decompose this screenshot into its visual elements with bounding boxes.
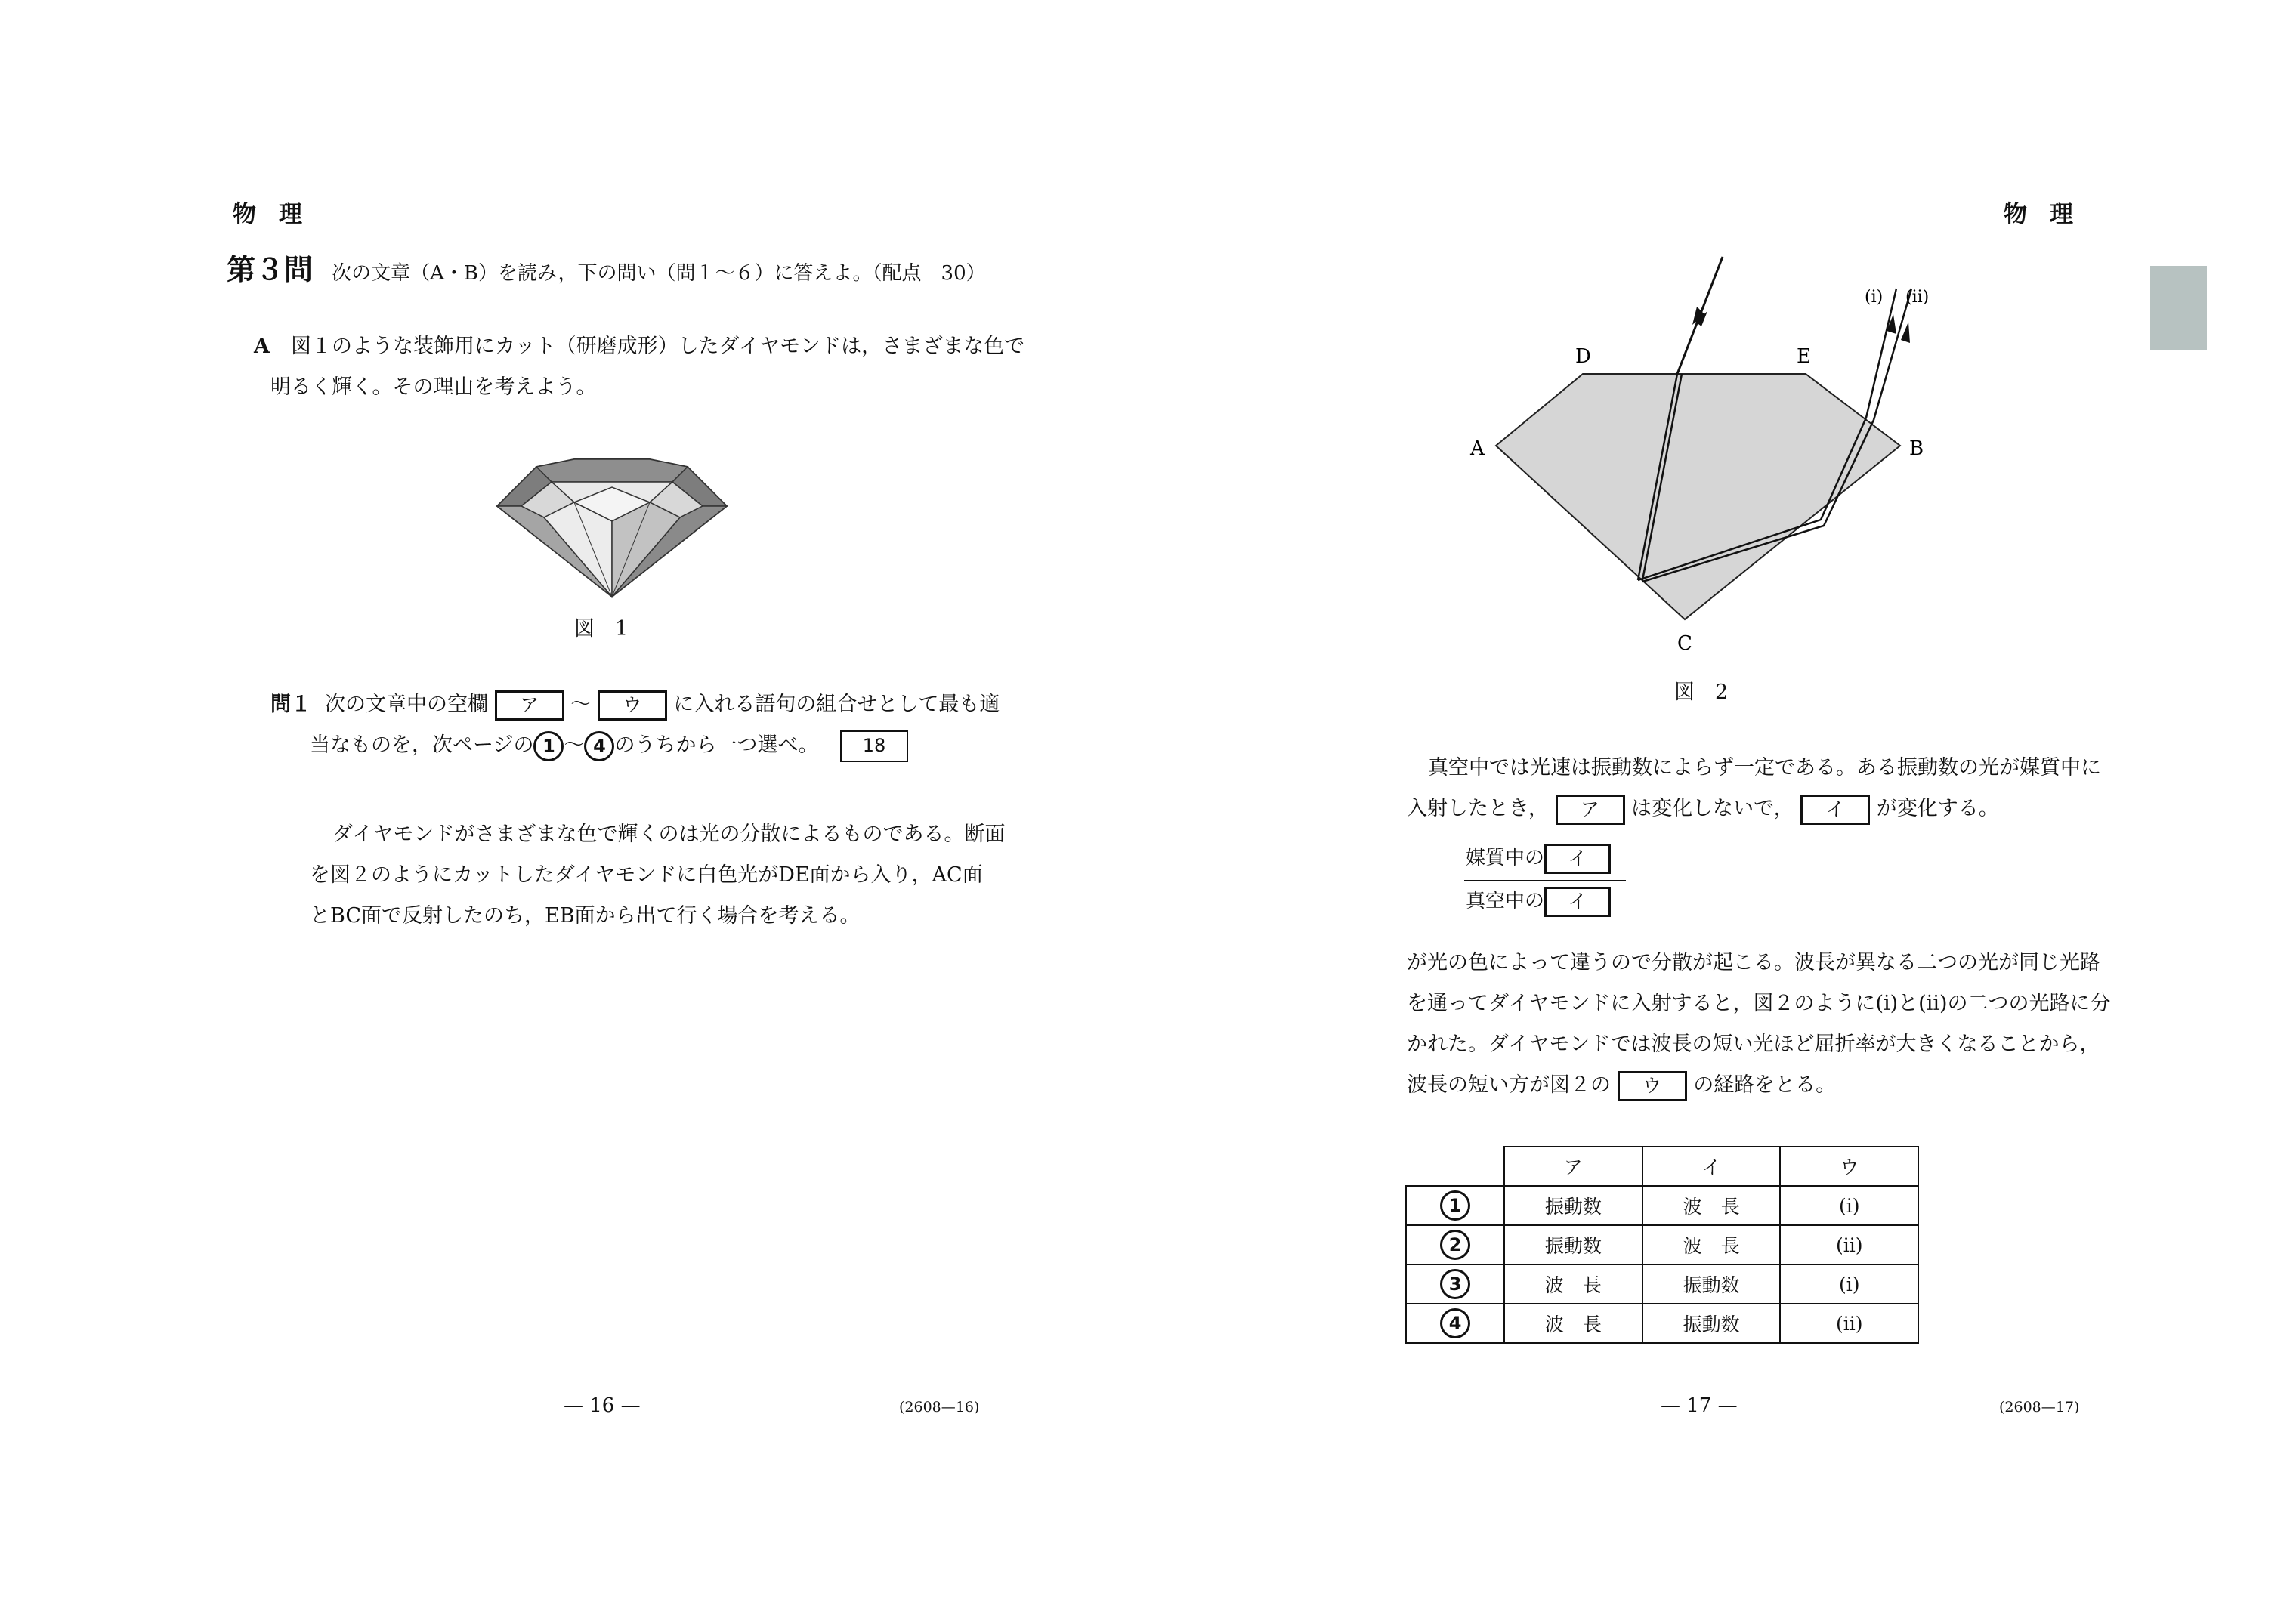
vertex-c-label: C [1677,632,1692,655]
table-header-cell: ア [1504,1147,1642,1186]
path-ii-label: (ii) [1905,288,1930,307]
right-page-header: 物理 [2004,201,2096,228]
table-row [1406,1225,1918,1264]
right-page-number: — 17 — [1661,1394,1738,1417]
body-line2: を図２のようにカットしたダイヤモンドに白色光がDE面から入り，AC面 [310,863,983,887]
table-cell: 波 長 [1504,1304,1642,1343]
question-intro: 次の文章（A・B）を読み，下の問い（問１～６）に答えよ。（配点 30） [332,262,986,285]
table-cell: 波 長 [1504,1264,1642,1304]
text-line2 [1407,789,1999,829]
text-line3: が光の色によって違うので分散が起こる。波長が異なる二つの光が同じ光路 [1407,951,2100,974]
table-cell: 波 長 [1642,1225,1781,1264]
prism-figure [1435,242,1979,665]
q1-line2-a: 当なものを，次ページの [310,733,534,757]
frac-bottom-prefix: 真空中の [1466,890,1545,912]
blank-u: ウ [598,690,667,721]
table-cell: (ii) [1780,1304,1918,1343]
vertex-d-label: D [1575,345,1591,368]
table-cell: (ii) [1780,1225,1918,1264]
choice-marker: 2 [1440,1230,1470,1260]
blank-i: イ [1800,795,1870,825]
body-line1: ダイヤモンドがさまざまな色で輝くのは光の分散によるものである。断面 [332,823,1006,846]
choice-4-marker: 4 [584,731,614,761]
text-line4: を通ってダイヤモンドに入射すると，図２のように(i)と(ii)の二つの光路に分 [1407,992,2111,1015]
table-row [1406,1304,1918,1343]
text-line6-b: の経路をとる。 [1693,1073,1837,1097]
q1-line1 [270,684,1000,725]
question-heading [227,246,986,288]
choice-1-marker: 1 [533,731,564,761]
left-page-number: — 16 — [564,1394,641,1417]
q1-text-b: に入れる語句の組合せとして最も適 [673,693,1000,716]
blank-i-top: イ [1544,844,1611,874]
text-line2-a: 入射したとき， [1407,797,1549,820]
section-a-text1: 図１のような装飾用にカット（研磨成形）したダイヤモンドは，さまざまな色で [290,335,1025,358]
choice-marker: 1 [1440,1190,1470,1221]
tilde: ～ [570,693,592,716]
blank-a: ア [495,690,564,721]
text-line2-b: は変化しないで， [1631,797,1794,820]
blank-i-bottom: イ [1544,887,1611,917]
fraction-bar [1464,880,1626,881]
table-header-row [1406,1147,1918,1186]
choice-cell [1406,1264,1504,1304]
fraction-numerator [1466,842,1611,874]
vertex-b-label: B [1909,437,1924,460]
table-cell: 振動数 [1504,1186,1642,1225]
tilde: ～ [564,733,585,757]
section-label: A [254,335,270,358]
vertex-e-label: E [1797,345,1811,368]
table-cell: (i) [1780,1186,1918,1225]
diamond-figure [491,446,733,604]
choice-marker: 3 [1440,1269,1470,1299]
table-row [1406,1186,1918,1225]
body-line3: とBC面で反射したのち，EB面から出て行く場合を考える。 [310,904,861,928]
section-a-line2: 明るく輝く。その理由を考えよう。 [270,375,597,399]
table-cell: (i) [1780,1264,1918,1304]
table-row [1406,1264,1918,1304]
choice-marker: 4 [1440,1308,1470,1338]
question-label: 第３問 [227,253,314,286]
q1-line2 [310,725,908,766]
text-line2-c: が変化する。 [1876,797,1999,820]
text-line6 [1407,1065,1836,1106]
blank-u: ウ [1618,1071,1687,1101]
q1-text-a: 次の文章中の空欄 [325,693,488,716]
text-line1: 真空中では光速は振動数によらず一定である。ある振動数の光が媒質中に [1428,756,2101,780]
text-line5: かれた。ダイヤモンドでは波長の短い光ほど屈折率が大きくなることから， [1407,1033,2100,1056]
choice-cell [1406,1225,1504,1264]
left-page-code: (2608—16) [899,1399,980,1416]
path-i-label: (i) [1865,288,1884,307]
fraction-denominator [1466,885,1611,917]
answer-table [1405,1146,1919,1344]
text-line6-a: 波長の短い方が図２の [1407,1073,1611,1097]
blank-a: ア [1556,795,1625,825]
table-header-cell: イ [1642,1147,1781,1186]
q1-label: 問１ [270,693,311,716]
figure1-caption: 図 1 [574,617,629,641]
choice-cell [1406,1304,1504,1343]
table-header-cell: ウ [1780,1147,1918,1186]
table-corner-cell [1406,1147,1504,1186]
section-a-line1 [254,326,1024,367]
figure2-caption: 図 2 [1674,681,1729,704]
table-cell: 振動数 [1642,1264,1781,1304]
frac-top-prefix: 媒質中の [1466,847,1545,869]
table-cell: 振動数 [1642,1304,1781,1343]
q1-line2-b: のうちから一つ選べ。 [614,733,819,757]
left-page-header: 物理 [233,201,325,228]
page-side-tab [2150,266,2207,350]
vertex-a-label: A [1470,437,1485,460]
table-cell: 波 長 [1642,1186,1781,1225]
answer-number-box: 18 [840,730,908,762]
right-page-code: (2608—17) [1999,1399,2080,1416]
table-cell: 振動数 [1504,1225,1642,1264]
choice-cell [1406,1186,1504,1225]
